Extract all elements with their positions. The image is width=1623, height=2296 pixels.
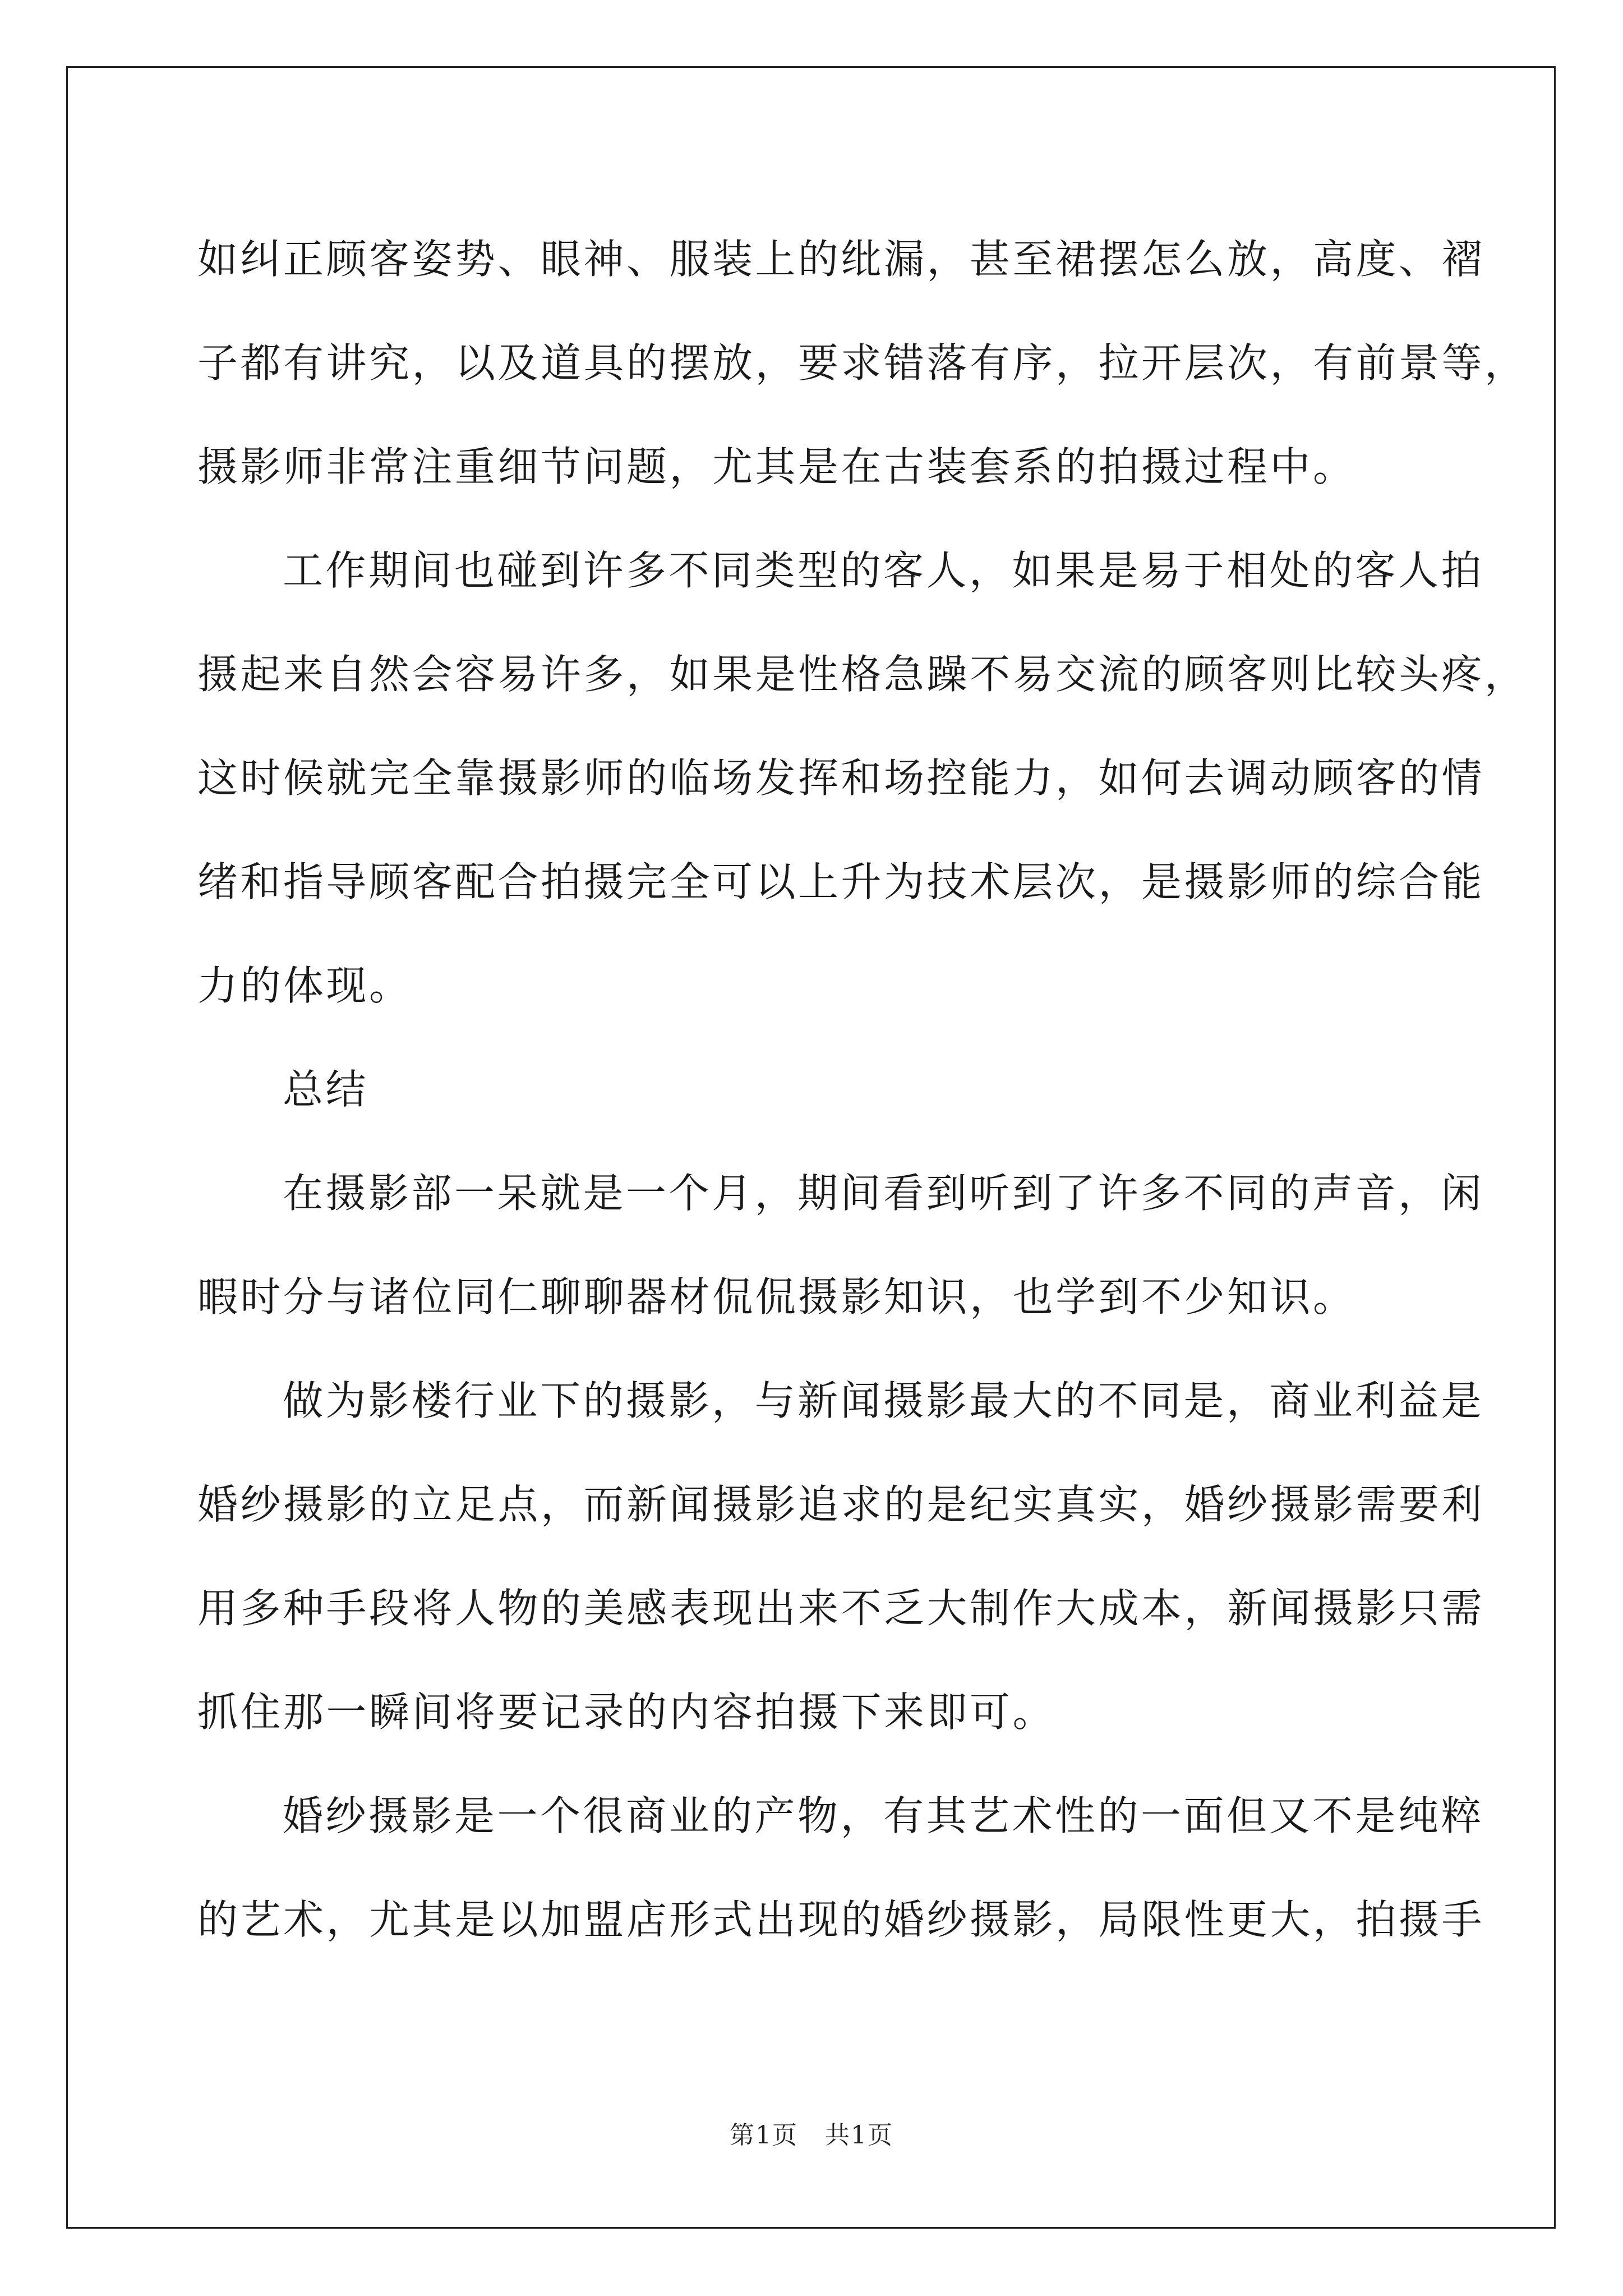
document-body xyxy=(197,208,1528,1972)
current-page-number: 第1页 xyxy=(730,2121,798,2150)
text-line: 绪和指导顾客配合拍摄完全可以上升为技术层次，是摄影师的综合能 xyxy=(197,858,1485,905)
text-line: 的艺术，尤其是以加盟店形式出现的婚纱摄影，局限性更大，拍摄手 xyxy=(197,1896,1485,1943)
text-line: 用多种手段将人物的美感表现出来不乏大制作大成本，新闻摄影只需 xyxy=(197,1585,1485,1632)
text-line: 抓住那一瞬间将要记录的内容拍摄下来即可。 xyxy=(197,1688,1056,1736)
text-line: 如纠正顾客姿势、眼神、服装上的纰漏，甚至裙摆怎么放，高度、褶 xyxy=(197,236,1485,283)
section-heading xyxy=(197,1038,1431,1142)
text-line: 子都有讲究，以及道具的摆放，要求错落有序，拉开层次，有前景等， xyxy=(197,339,1528,386)
paragraph xyxy=(197,1764,1485,1972)
paragraph xyxy=(197,1349,1485,1764)
heading-text: 总结 xyxy=(283,1066,369,1113)
text-line: 暇时分与诸位同仁聊聊器材侃侃摄影知识，也学到不少知识。 xyxy=(197,1273,1356,1320)
paragraph xyxy=(197,519,1528,1038)
text-line: 摄影师非常注重细节问题，尤其是在古装套系的拍摄过程中。 xyxy=(197,443,1356,490)
text-line: 做为影楼行业下的摄影，与新闻摄影最大的不同是，商业利益是 xyxy=(283,1377,1484,1424)
text-line: 婚纱摄影的立足点，而新闻摄影追求的是纪实真实，婚纱摄影需要利 xyxy=(197,1481,1485,1528)
text-line: 这时候就完全靠摄影师的临场发挥和场控能力，如何去调动顾客的情 xyxy=(197,754,1485,802)
text-line: 工作期间也碰到许多不同类型的客人，如果是易于相处的客人拍 xyxy=(283,547,1484,594)
text-line: 在摄影部一呆就是一个月，期间看到听到了许多不同的声音，闲 xyxy=(283,1170,1484,1217)
text-line: 力的体现。 xyxy=(197,962,412,1009)
text-line: 婚纱摄影是一个很商业的产物，有其艺术性的一面但又不是纯粹 xyxy=(283,1792,1484,1839)
paragraph xyxy=(197,208,1528,519)
total-pages: 共1页 xyxy=(825,2121,893,2150)
page-footer xyxy=(0,2115,1623,2151)
paragraph xyxy=(197,1142,1484,1349)
text-line: 摄起来自然会容易许多，如果是性格急躁不易交流的顾客则比较头疼， xyxy=(197,651,1528,698)
